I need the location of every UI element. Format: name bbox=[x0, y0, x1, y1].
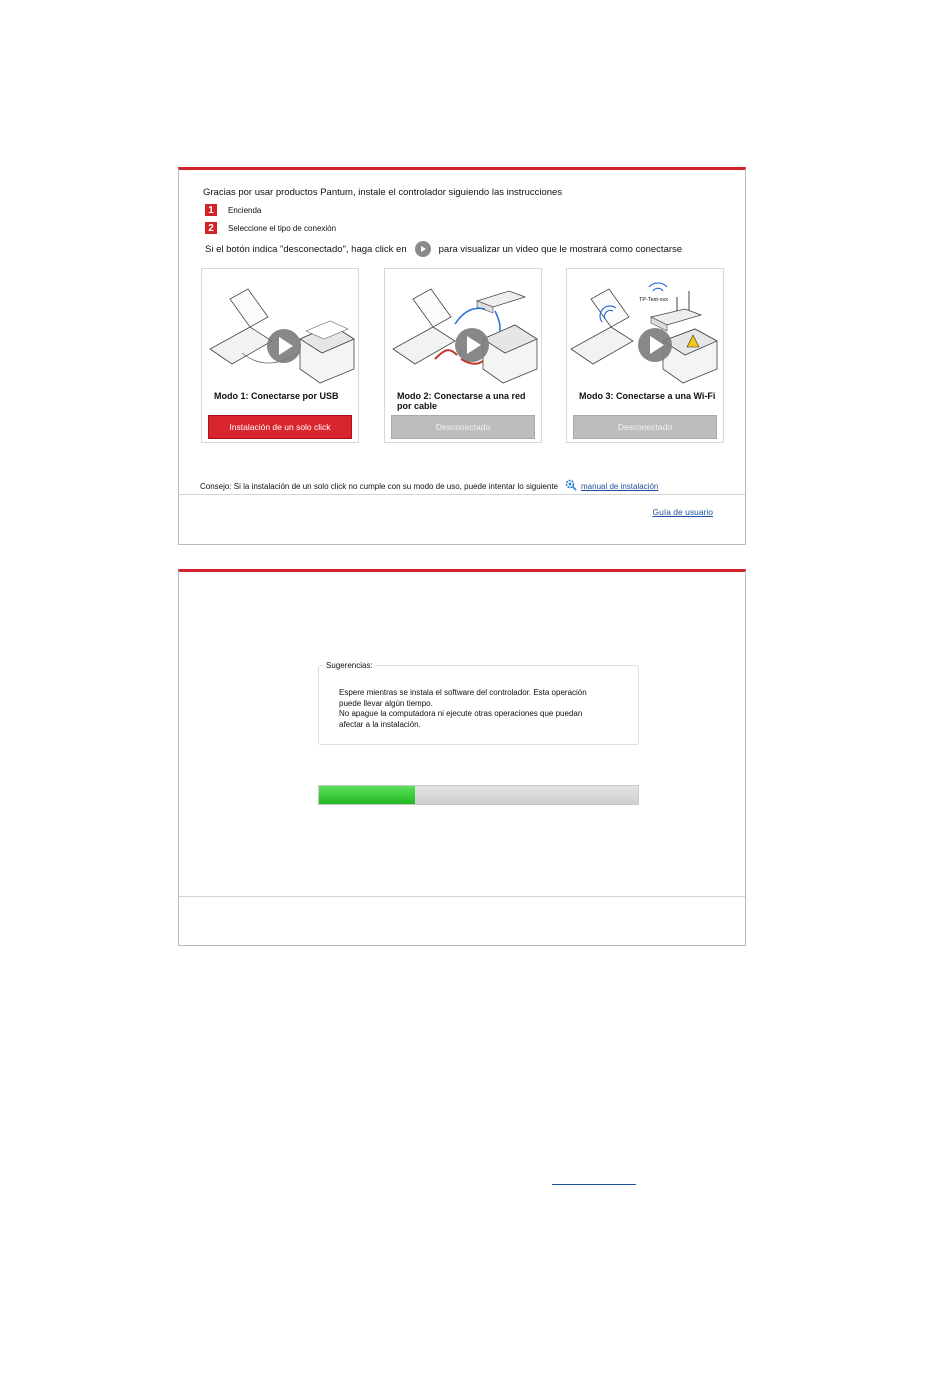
ssid-label: TP-Test-xxx bbox=[639, 297, 669, 303]
progress-fill bbox=[319, 786, 415, 804]
suggestions-legend: Sugerencias: bbox=[326, 661, 373, 670]
install-progress-bar bbox=[318, 785, 639, 805]
tip-text: Consejo: Si la instalación de un solo click no cumple con su modo de uso, puede intentar lo siguiente bbox=[200, 481, 558, 491]
step-1 bbox=[205, 204, 261, 216]
mode-card-ethernet[interactable] bbox=[384, 268, 542, 443]
suggestion-line: afectar a la instalación. bbox=[339, 719, 421, 729]
suggestion-line: Espere mientras se instala el software del controlador. Esta operación bbox=[339, 688, 587, 697]
hint-text: para visualizar un video que le mostrará como conectarse bbox=[438, 243, 683, 255]
installing-window bbox=[178, 569, 746, 946]
step-label: Encienda bbox=[228, 205, 262, 215]
hint-text: Si el botón indica "desconectado", haga click en bbox=[205, 243, 407, 255]
suggestions-box bbox=[318, 661, 639, 745]
mode-label: Modo 2: Conectarse a una red por cable bbox=[397, 391, 526, 411]
suggestion-line: puede llevar algún tiempo. bbox=[339, 698, 433, 708]
suggestion-line: No apague la computadora ni ejecute otras operaciones que puedan bbox=[339, 709, 583, 718]
installer-title: Gracias por usar productos Pantum, instale el controlador siguiendo las instrucciones bbox=[203, 187, 563, 198]
divider bbox=[179, 494, 745, 495]
disconnected-button-ethernet[interactable]: Desconectado bbox=[391, 415, 535, 439]
gear-search-icon bbox=[565, 479, 577, 493]
step-2 bbox=[205, 222, 336, 234]
play-icon bbox=[415, 241, 431, 257]
one-click-install-button[interactable]: Instalación de un solo click bbox=[208, 415, 352, 439]
step-label: Seleccione el tipo de conexión bbox=[228, 223, 337, 233]
video-hint bbox=[205, 241, 682, 257]
user-guide-link[interactable]: Guía de usuario bbox=[652, 507, 713, 517]
page-link-underline bbox=[552, 1184, 636, 1185]
disconnected-button-wifi[interactable]: Desconectado bbox=[573, 415, 717, 439]
tip-line bbox=[200, 479, 658, 493]
mode-label: Modo 3: Conectarse a una Wi-Fi bbox=[579, 391, 716, 401]
mode-label: Modo 1: Conectarse por USB bbox=[214, 391, 339, 401]
installation-manual-link[interactable]: manual de instalación bbox=[581, 481, 659, 491]
ethernet-connection-illustration bbox=[385, 269, 541, 389]
mode-card-usb[interactable] bbox=[201, 268, 359, 443]
suggestions-text bbox=[339, 688, 629, 730]
step-number: 2 bbox=[205, 222, 217, 234]
usb-connection-illustration bbox=[202, 269, 358, 389]
wifi-connection-illustration bbox=[567, 269, 723, 389]
installer-window bbox=[178, 167, 746, 545]
divider bbox=[179, 896, 745, 897]
mode-card-wifi[interactable] bbox=[566, 268, 724, 443]
step-number: 1 bbox=[205, 204, 217, 216]
